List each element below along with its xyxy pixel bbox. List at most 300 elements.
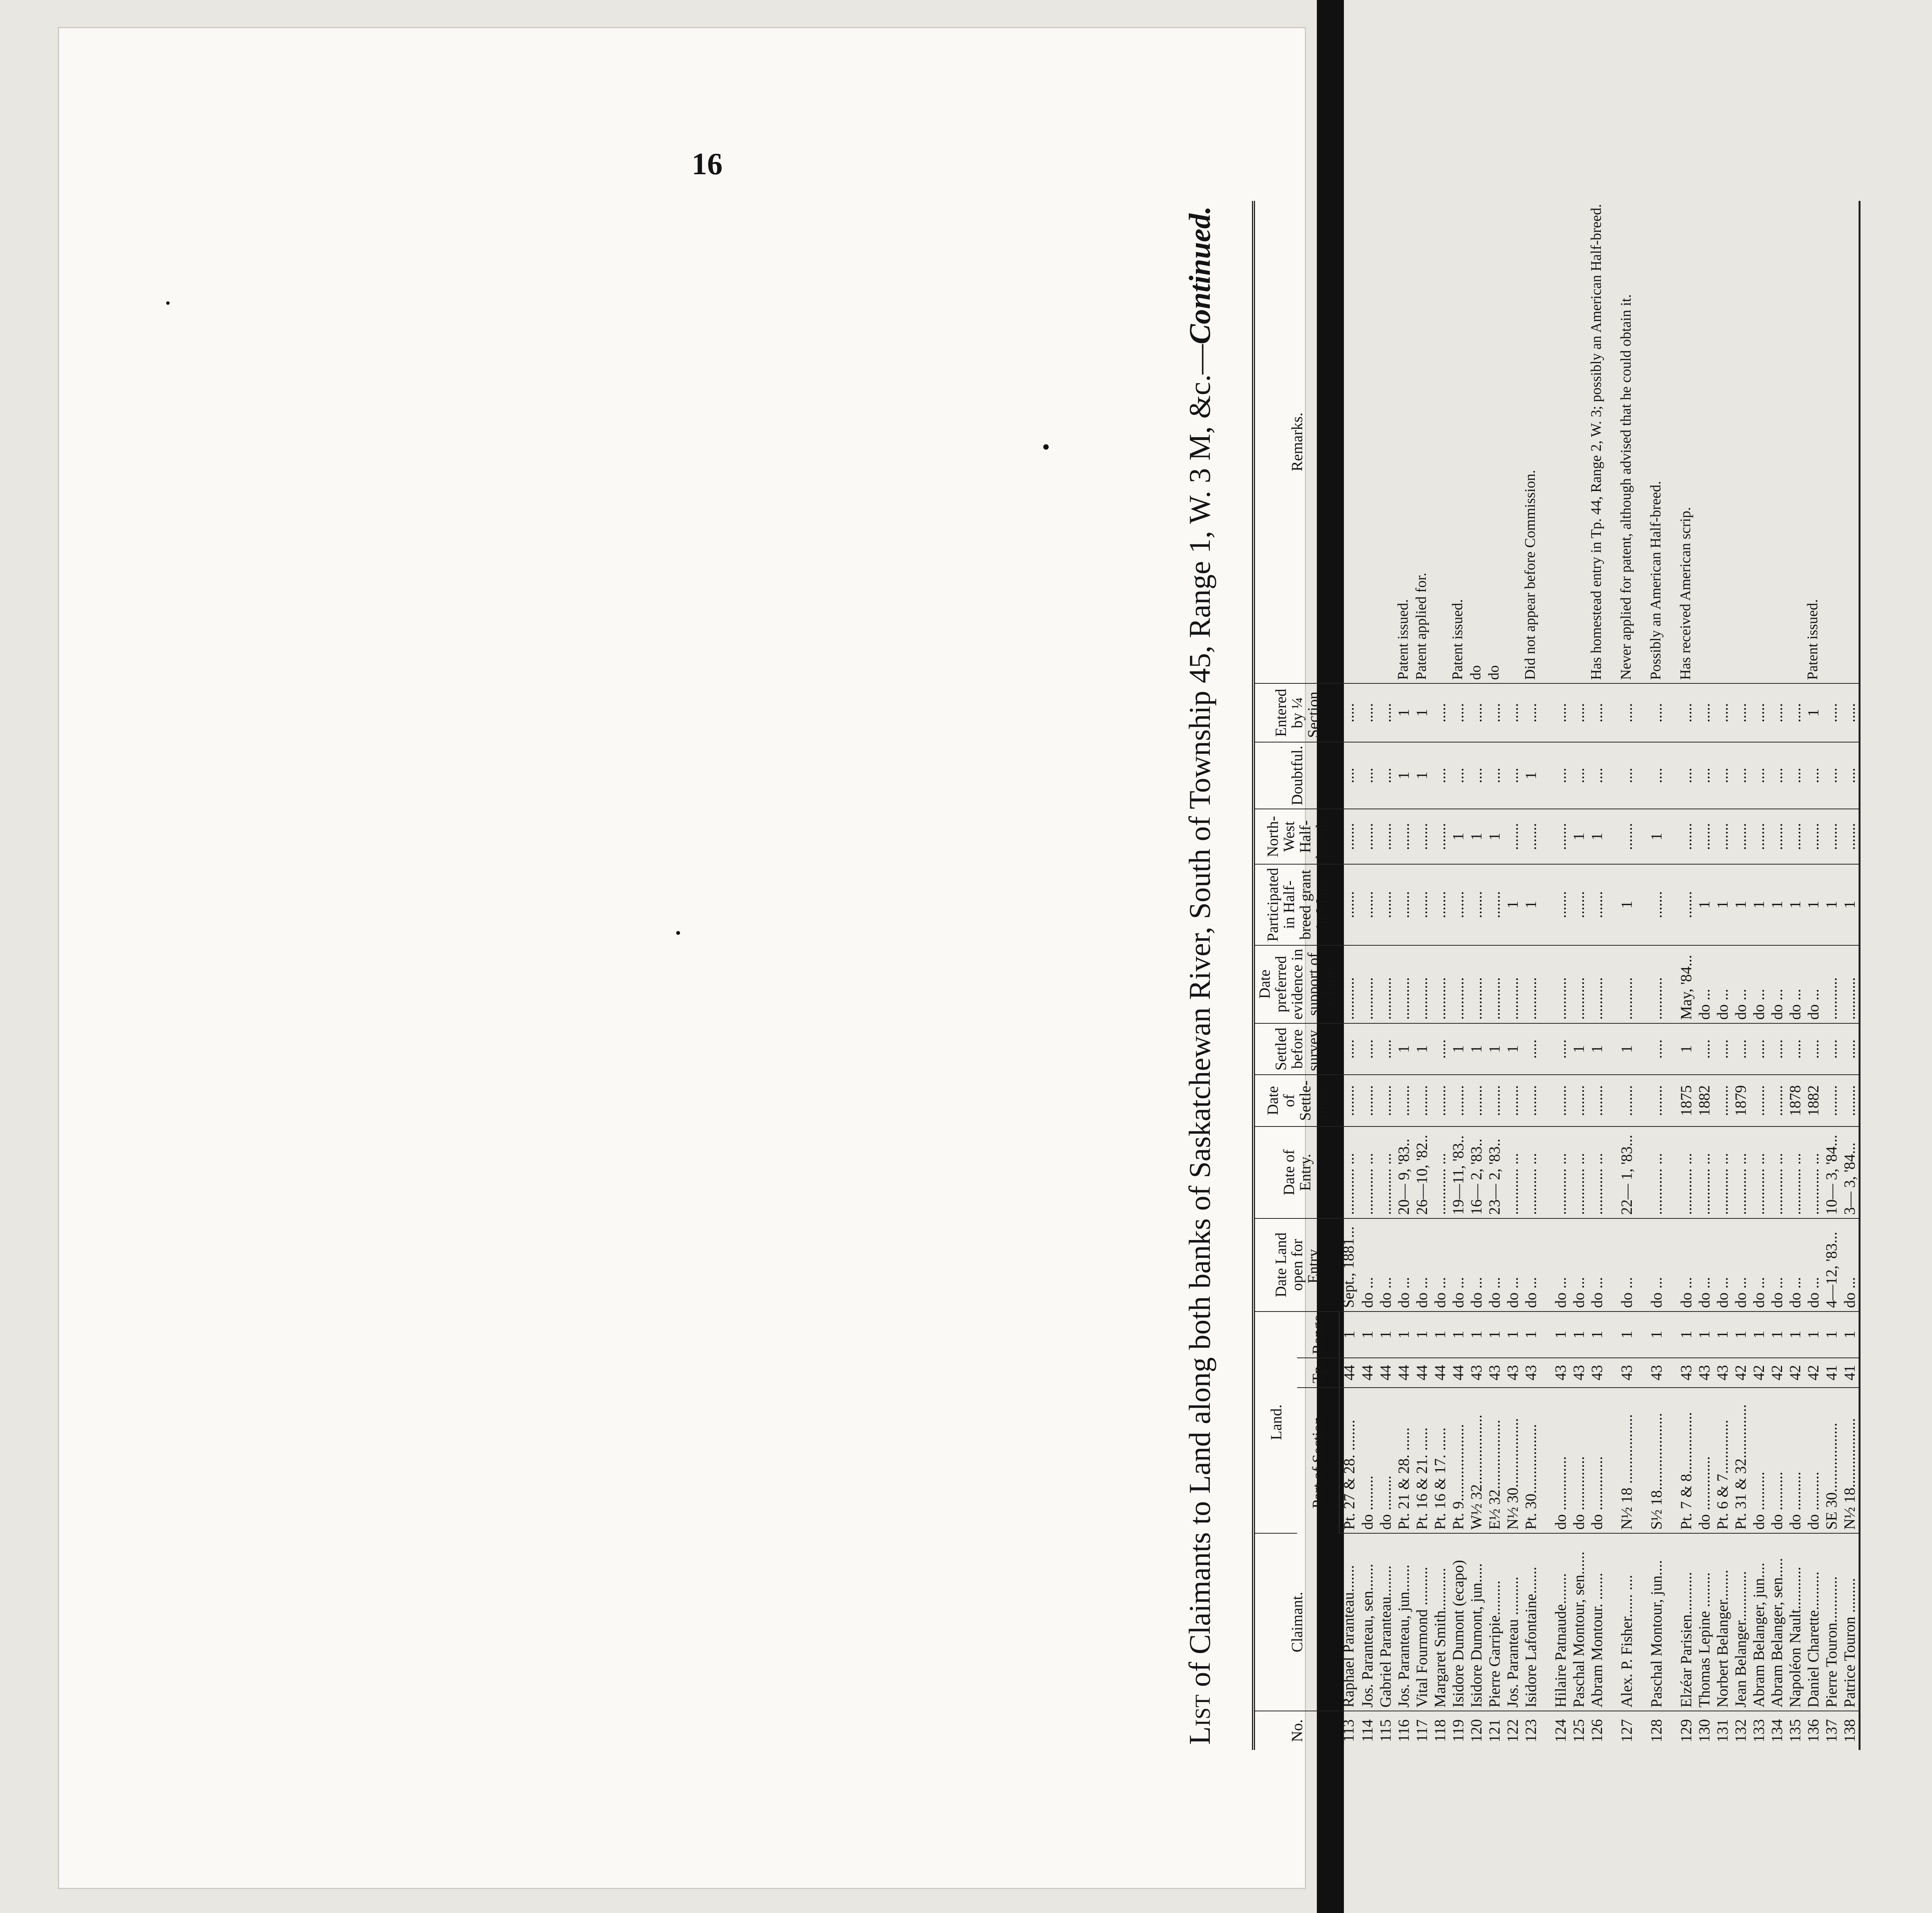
remarks: Possibly an American Half-breed.: [1647, 201, 1665, 683]
date-of-entry: ............ ...: [1339, 1126, 1358, 1218]
north-west-half-breed: .......: [1617, 809, 1636, 865]
settled-before-survey: .....: [1376, 1023, 1395, 1075]
claimant-name: Napoléon Nault...........: [1786, 1533, 1804, 1711]
date-land-open: do ...: [1786, 1218, 1804, 1312]
settled-before-survey: 1: [1570, 1023, 1588, 1075]
date-of-entry: ............ ...: [1786, 1126, 1804, 1218]
range: 1: [1431, 1312, 1449, 1358]
remarks: [1376, 201, 1395, 683]
date-of-entry: [1636, 1126, 1647, 1218]
date-of-settlement: ........: [1750, 1075, 1768, 1126]
table-row: [1431, 201, 1449, 1750]
remarks: [1786, 201, 1804, 683]
remarks: [1503, 201, 1522, 683]
manitoba-grant: .......: [1588, 864, 1606, 945]
table-row: [1551, 201, 1570, 1750]
table-row: [1395, 201, 1413, 1750]
doubtful: 1: [1413, 742, 1431, 809]
date-evidence: ...........: [1503, 945, 1522, 1023]
entered-by-quarter-section: .....: [1786, 683, 1804, 742]
claimant-name: Norbert Belanger........: [1713, 1533, 1731, 1711]
entered-by-quarter-section: .....: [1339, 683, 1358, 742]
date-of-settlement: ........: [1358, 1075, 1376, 1126]
settled-before-survey: .....: [1431, 1023, 1449, 1075]
remarks: [1840, 201, 1860, 683]
settled-before-survey: .....: [1522, 1023, 1540, 1075]
date-evidence: do ...: [1768, 945, 1786, 1023]
date-evidence: ...........: [1467, 945, 1485, 1023]
date-of-entry: ............ ...: [1588, 1126, 1606, 1218]
township: 42: [1786, 1358, 1804, 1388]
remarks: Did not appear before Commission.: [1522, 201, 1540, 683]
date-land-open: [1606, 1218, 1617, 1312]
north-west-half-breed: .......: [1750, 809, 1768, 865]
date-of-settlement: ........: [1768, 1075, 1786, 1126]
table-spacer-row: [1606, 201, 1617, 1750]
table-row: [1570, 201, 1588, 1750]
part-of-section: do ..............: [1551, 1388, 1570, 1533]
manitoba-grant: [1665, 864, 1677, 945]
remarks: Patent issued.: [1804, 201, 1822, 683]
township: [1665, 1358, 1677, 1388]
date-land-open: [1636, 1218, 1647, 1312]
manitoba-grant: 1: [1503, 864, 1522, 945]
township: 41: [1822, 1358, 1840, 1388]
doubtful: ....: [1551, 742, 1570, 809]
table-row: [1677, 201, 1695, 1750]
part-of-section: Pt. 6 & 7..............: [1713, 1388, 1731, 1533]
manitoba-grant: [1606, 864, 1617, 945]
date-evidence: do ...: [1786, 945, 1804, 1023]
table-row: [1804, 201, 1822, 1750]
township: 42: [1750, 1358, 1768, 1388]
entered-by-quarter-section: .....: [1588, 683, 1606, 742]
header-north-west: North-West Half-breeds.: [1253, 809, 1339, 865]
manitoba-grant: .......: [1485, 864, 1503, 945]
entered-by-quarter-section: .....: [1551, 683, 1570, 742]
row-number: 138: [1840, 1711, 1860, 1750]
date-of-entry: [1540, 1126, 1551, 1218]
township: 43: [1551, 1358, 1570, 1388]
doubtful: 1: [1522, 742, 1540, 809]
claimant-name: Elzéar Parisien...........: [1677, 1533, 1695, 1711]
part-of-section: do ..........: [1768, 1388, 1786, 1533]
part-of-section: Pt. 9....................: [1449, 1388, 1467, 1533]
entered-by-quarter-section: 1: [1804, 683, 1822, 742]
manitoba-grant: 1: [1822, 864, 1840, 945]
date-land-open: do ...: [1804, 1218, 1822, 1312]
settled-before-survey: .....: [1339, 1023, 1358, 1075]
claimant-name: Abram Montour. .......: [1588, 1533, 1606, 1711]
settled-before-survey: .....: [1695, 1023, 1713, 1075]
entered-by-quarter-section: .....: [1713, 683, 1731, 742]
part-of-section: do ..........: [1750, 1388, 1768, 1533]
range: 1: [1804, 1312, 1822, 1358]
date-land-open: do ...: [1750, 1218, 1768, 1312]
remarks: [1431, 201, 1449, 683]
part-of-section: Pt. 16 & 21. ......: [1413, 1388, 1431, 1533]
date-evidence: ...........: [1570, 945, 1588, 1023]
row-number: 134: [1768, 1719, 1786, 1743]
date-evidence: ...........: [1588, 945, 1606, 1023]
township: 44: [1376, 1358, 1395, 1388]
part-of-section: E½ 32..................: [1485, 1388, 1503, 1533]
manitoba-grant: .......: [1647, 864, 1665, 945]
north-west-half-breed: [1540, 809, 1551, 865]
township: 44: [1431, 1358, 1449, 1388]
remarks: Has homestead entry in Tp. 44, Range 2, W. 3; possibly an American Half-breed.: [1588, 201, 1606, 683]
date-of-entry: ............ ...: [1570, 1126, 1588, 1218]
remarks: [1731, 201, 1750, 683]
settled-before-survey: .....: [1750, 1023, 1768, 1075]
manitoba-grant: .......: [1339, 864, 1358, 945]
doubtful: [1665, 742, 1677, 809]
doubtful: ....: [1503, 742, 1522, 809]
claimant-name: Raphael Paranteau.......: [1339, 1533, 1358, 1711]
part-of-section: [1606, 1388, 1617, 1533]
date-evidence: do ...: [1731, 945, 1750, 1023]
manitoba-grant: 1: [1768, 864, 1786, 945]
remarks: [1339, 201, 1358, 683]
date-evidence: ...........: [1822, 945, 1840, 1023]
remarks: [1551, 201, 1570, 683]
manitoba-grant: .......: [1677, 864, 1695, 945]
entered-by-quarter-section: .....: [1503, 683, 1522, 742]
north-west-half-breed: [1606, 809, 1617, 865]
date-land-open: 4—12, '83...: [1822, 1218, 1840, 1312]
part-of-section: do ..........: [1804, 1388, 1822, 1533]
settled-before-survey: 1: [1503, 1023, 1522, 1075]
part-of-section: do ..............: [1695, 1388, 1713, 1533]
township: [1540, 1358, 1551, 1388]
remarks: Has received American scrip.: [1677, 201, 1695, 683]
table-spacer-row: [1540, 201, 1551, 1750]
date-of-settlement: ........: [1617, 1075, 1636, 1126]
manitoba-grant: 1: [1713, 864, 1731, 945]
date-land-open: do ...: [1731, 1218, 1750, 1312]
claimant-name: Alex. P. Fisher...... ....: [1617, 1533, 1636, 1711]
range: 1: [1449, 1312, 1467, 1358]
scan-speck: [166, 301, 170, 305]
part-of-section: do .........: [1358, 1388, 1376, 1533]
north-west-half-breed: .......: [1840, 809, 1860, 865]
claimant-name: Jean Belanger.............: [1731, 1533, 1750, 1711]
north-west-half-breed: .......: [1413, 809, 1431, 865]
date-of-settlement: ........: [1503, 1075, 1522, 1126]
date-of-settlement: 1882: [1804, 1075, 1822, 1126]
table-row: [1485, 201, 1503, 1750]
row-number: 125: [1570, 1719, 1587, 1743]
doubtful: ....: [1570, 742, 1588, 809]
claimant-name: Abram Belanger, jun....: [1750, 1533, 1768, 1711]
range: 1: [1647, 1312, 1665, 1358]
date-evidence: ...........: [1551, 945, 1570, 1023]
settled-before-survey: [1606, 1023, 1617, 1075]
table-row: [1768, 201, 1786, 1750]
township: 44: [1413, 1358, 1431, 1388]
settled-before-survey: 1: [1467, 1023, 1485, 1075]
date-of-entry: 16— 2, '83..: [1467, 1126, 1485, 1218]
claimant-name: Isidore Dumont (ecapo): [1449, 1533, 1467, 1711]
part-of-section: [1540, 1388, 1551, 1533]
entered-by-quarter-section: .....: [1570, 683, 1588, 742]
range: [1665, 1312, 1677, 1358]
row-number: 123: [1522, 1719, 1539, 1743]
township: 42: [1731, 1358, 1750, 1388]
manitoba-grant: 1: [1786, 864, 1804, 945]
range: 1: [1713, 1312, 1731, 1358]
doubtful: ....: [1840, 742, 1860, 809]
doubtful: ....: [1786, 742, 1804, 809]
date-of-entry: 26—10, '82..: [1413, 1126, 1431, 1218]
range: [1540, 1312, 1551, 1358]
row-number: 118: [1431, 1719, 1449, 1742]
range: 1: [1677, 1312, 1695, 1358]
settled-before-survey: .....: [1768, 1023, 1786, 1075]
part-of-section: Pt. 21 & 28. ......: [1395, 1388, 1413, 1533]
date-of-settlement: ........: [1449, 1075, 1467, 1126]
date-of-entry: ............ ...: [1522, 1126, 1540, 1218]
part-of-section: Pt. 27 & 28. ........: [1339, 1388, 1358, 1533]
date-of-entry: ............ ...: [1750, 1126, 1768, 1218]
settled-before-survey: .....: [1804, 1023, 1822, 1075]
date-of-settlement: ........: [1713, 1075, 1731, 1126]
township: [1636, 1358, 1647, 1388]
date-land-open: do ...: [1376, 1218, 1395, 1312]
date-evidence: ...........: [1339, 945, 1358, 1023]
township: 43: [1467, 1358, 1485, 1388]
row-number: 124: [1552, 1719, 1569, 1743]
claimant-name: [1665, 1533, 1677, 1711]
row-number: 122: [1504, 1719, 1521, 1743]
row-number: 128: [1648, 1719, 1665, 1743]
remarks: [1713, 201, 1731, 683]
table-row: [1786, 201, 1804, 1750]
range: 1: [1395, 1312, 1413, 1358]
township: 43: [1570, 1358, 1588, 1388]
remarks: do: [1485, 201, 1503, 683]
part-of-section: W½ 32..................: [1467, 1388, 1485, 1533]
row-number: 120: [1468, 1719, 1485, 1743]
table-spacer-row: [1665, 201, 1677, 1750]
claimant-name: Isidore Lafontaine.......: [1522, 1533, 1540, 1711]
row-number: 129: [1677, 1719, 1695, 1743]
claimant-name: Jos. Paranteau, jun.......: [1395, 1533, 1413, 1711]
range: [1636, 1312, 1647, 1358]
settled-before-survey: .....: [1713, 1023, 1731, 1075]
manitoba-grant: .......: [1570, 864, 1588, 945]
date-of-settlement: ........: [1647, 1075, 1665, 1126]
range: [1606, 1312, 1617, 1358]
north-west-half-breed: .......: [1522, 809, 1540, 865]
entered-by-quarter-section: .....: [1431, 683, 1449, 742]
part-of-section: N½ 18..................: [1840, 1388, 1860, 1533]
remarks: [1606, 201, 1617, 683]
date-evidence: ...........: [1431, 945, 1449, 1023]
north-west-half-breed: .......: [1358, 809, 1376, 865]
north-west-half-breed: [1665, 809, 1677, 865]
header-doubtful: Doubtful.: [1253, 742, 1339, 809]
date-evidence: May, '84...: [1677, 945, 1695, 1023]
row-number: 117: [1413, 1719, 1430, 1742]
north-west-half-breed: .......: [1768, 809, 1786, 865]
remarks: Patent applied for.: [1413, 201, 1431, 683]
header-land: Land.: [1253, 1312, 1297, 1533]
claimant-name: [1606, 1533, 1617, 1711]
date-of-entry: 20— 9, '83..: [1395, 1126, 1413, 1218]
page-number: 16: [692, 147, 723, 181]
date-evidence: ...........: [1413, 945, 1431, 1023]
date-of-entry: 10— 3, '84...: [1822, 1126, 1840, 1218]
date-of-entry: ............ ...: [1376, 1126, 1395, 1218]
row-number: 116: [1395, 1719, 1412, 1742]
entered-by-quarter-section: [1540, 683, 1551, 742]
range: 1: [1485, 1312, 1503, 1358]
table-spacer-row: [1636, 201, 1647, 1750]
range: 1: [1786, 1312, 1804, 1358]
manitoba-grant: 1: [1617, 864, 1636, 945]
settled-before-survey: 1: [1413, 1023, 1431, 1075]
range: 1: [1617, 1312, 1636, 1358]
range: 1: [1358, 1312, 1376, 1358]
entered-by-quarter-section: .....: [1467, 683, 1485, 742]
table-row: [1339, 201, 1358, 1750]
table-row: [1522, 201, 1540, 1750]
range: 1: [1822, 1312, 1840, 1358]
doubtful: ....: [1731, 742, 1750, 809]
date-land-open: do ...: [1647, 1218, 1665, 1312]
table-row: [1713, 201, 1731, 1750]
date-of-settlement: ........: [1588, 1075, 1606, 1126]
remarks: [1540, 201, 1551, 683]
entered-by-quarter-section: .....: [1840, 683, 1860, 742]
date-of-settlement: 1882: [1695, 1075, 1713, 1126]
doubtful: [1636, 742, 1647, 809]
entered-by-quarter-section: .....: [1617, 683, 1636, 742]
table-row: [1503, 201, 1522, 1750]
date-land-open: do ...: [1570, 1218, 1588, 1312]
north-west-half-breed: 1: [1570, 809, 1588, 865]
settled-before-survey: .....: [1647, 1023, 1665, 1075]
row-number: [1540, 1711, 1551, 1750]
table-row: [1695, 201, 1713, 1750]
date-land-open: do ...: [1695, 1218, 1713, 1312]
range: 1: [1750, 1312, 1768, 1358]
scan-speck: [676, 931, 680, 935]
township: 43: [1485, 1358, 1503, 1388]
date-land-open: do ...: [1395, 1218, 1413, 1312]
claimant-name: Paschal Montour, sen......: [1570, 1533, 1588, 1711]
claimant-name: Thomas Lepine .........: [1695, 1533, 1713, 1711]
row-number: 115: [1377, 1719, 1394, 1742]
entered-by-quarter-section: .....: [1750, 683, 1768, 742]
doubtful: ....: [1467, 742, 1485, 809]
doubtful: ....: [1695, 742, 1713, 809]
date-land-open: [1665, 1218, 1677, 1312]
doubtful: ....: [1431, 742, 1449, 809]
north-west-half-breed: 1: [1467, 809, 1485, 865]
entered-by-quarter-section: .....: [1731, 683, 1750, 742]
date-of-settlement: ........: [1485, 1075, 1503, 1126]
manitoba-grant: .......: [1395, 864, 1413, 945]
row-number: [1606, 1711, 1617, 1750]
entered-by-quarter-section: [1636, 683, 1647, 742]
date-of-entry: [1665, 1126, 1677, 1218]
settled-before-survey: .....: [1731, 1023, 1750, 1075]
date-of-settlement: ........: [1376, 1075, 1395, 1126]
header-quarter-section: Entered by ¼ Section.: [1253, 683, 1339, 742]
remarks: do: [1467, 201, 1485, 683]
date-evidence: do ...: [1713, 945, 1731, 1023]
date-of-entry: 19—11, '83..: [1449, 1126, 1467, 1218]
date-evidence: [1665, 945, 1677, 1023]
claimant-name: Margaret Smith...........: [1431, 1533, 1449, 1711]
manitoba-grant: .......: [1551, 864, 1570, 945]
date-land-open: do ...: [1588, 1218, 1606, 1312]
settled-before-survey: .....: [1840, 1023, 1860, 1075]
claimant-name: Abram Belanger, sen.....: [1768, 1533, 1786, 1711]
date-evidence: [1636, 945, 1647, 1023]
range: 1: [1840, 1312, 1860, 1358]
table-row: [1840, 201, 1860, 1750]
doubtful: ....: [1485, 742, 1503, 809]
row-number: [1636, 1711, 1647, 1750]
north-west-half-breed: 1: [1449, 809, 1467, 865]
range: 1: [1376, 1312, 1395, 1358]
settled-before-survey: [1540, 1023, 1551, 1075]
table-row: [1413, 201, 1431, 1750]
date-land-open: [1540, 1218, 1551, 1312]
north-west-half-breed: .......: [1395, 809, 1413, 865]
date-of-settlement: ........: [1413, 1075, 1431, 1126]
row-number: 137: [1823, 1719, 1840, 1743]
title-lead: List: [1183, 1694, 1216, 1745]
date-of-entry: [1606, 1126, 1617, 1218]
remarks: [1665, 201, 1677, 683]
date-of-settlement: ........: [1570, 1075, 1588, 1126]
doubtful: ....: [1822, 742, 1840, 809]
entered-by-quarter-section: .....: [1695, 683, 1713, 742]
manitoba-grant: .......: [1358, 864, 1376, 945]
doubtful: [1540, 742, 1551, 809]
date-of-entry: ............ ...: [1647, 1126, 1665, 1218]
settled-before-survey: 1: [1588, 1023, 1606, 1075]
manitoba-grant: 1: [1804, 864, 1822, 945]
header-before-survey: Settled before survey.: [1253, 1023, 1339, 1075]
date-of-settlement: 1879: [1731, 1075, 1750, 1126]
header-no: No.: [1253, 1711, 1339, 1750]
township: 43: [1713, 1358, 1731, 1388]
header-manitoba: Participated in Half-breed grant in Man.: [1253, 864, 1339, 945]
row-number: 130: [1696, 1719, 1713, 1743]
date-land-open: do ...: [1503, 1218, 1522, 1312]
row-number: 126: [1588, 1719, 1605, 1743]
part-of-section: do ..........: [1786, 1388, 1804, 1533]
entered-by-quarter-section: .....: [1449, 683, 1467, 742]
title-continued: Continued.: [1183, 206, 1216, 345]
doubtful: ....: [1750, 742, 1768, 809]
north-west-half-breed: [1636, 809, 1647, 865]
north-west-half-breed: 1: [1485, 809, 1503, 865]
row-number: 127: [1618, 1719, 1635, 1743]
township: 42: [1804, 1358, 1822, 1388]
township: 43: [1677, 1358, 1695, 1388]
row-number: 131: [1714, 1719, 1731, 1743]
range: 1: [1522, 1312, 1540, 1358]
date-evidence: do ...: [1804, 945, 1822, 1023]
claimant-name: Gabriel Paranteau........: [1376, 1533, 1395, 1711]
date-land-open: do ...: [1551, 1218, 1570, 1312]
